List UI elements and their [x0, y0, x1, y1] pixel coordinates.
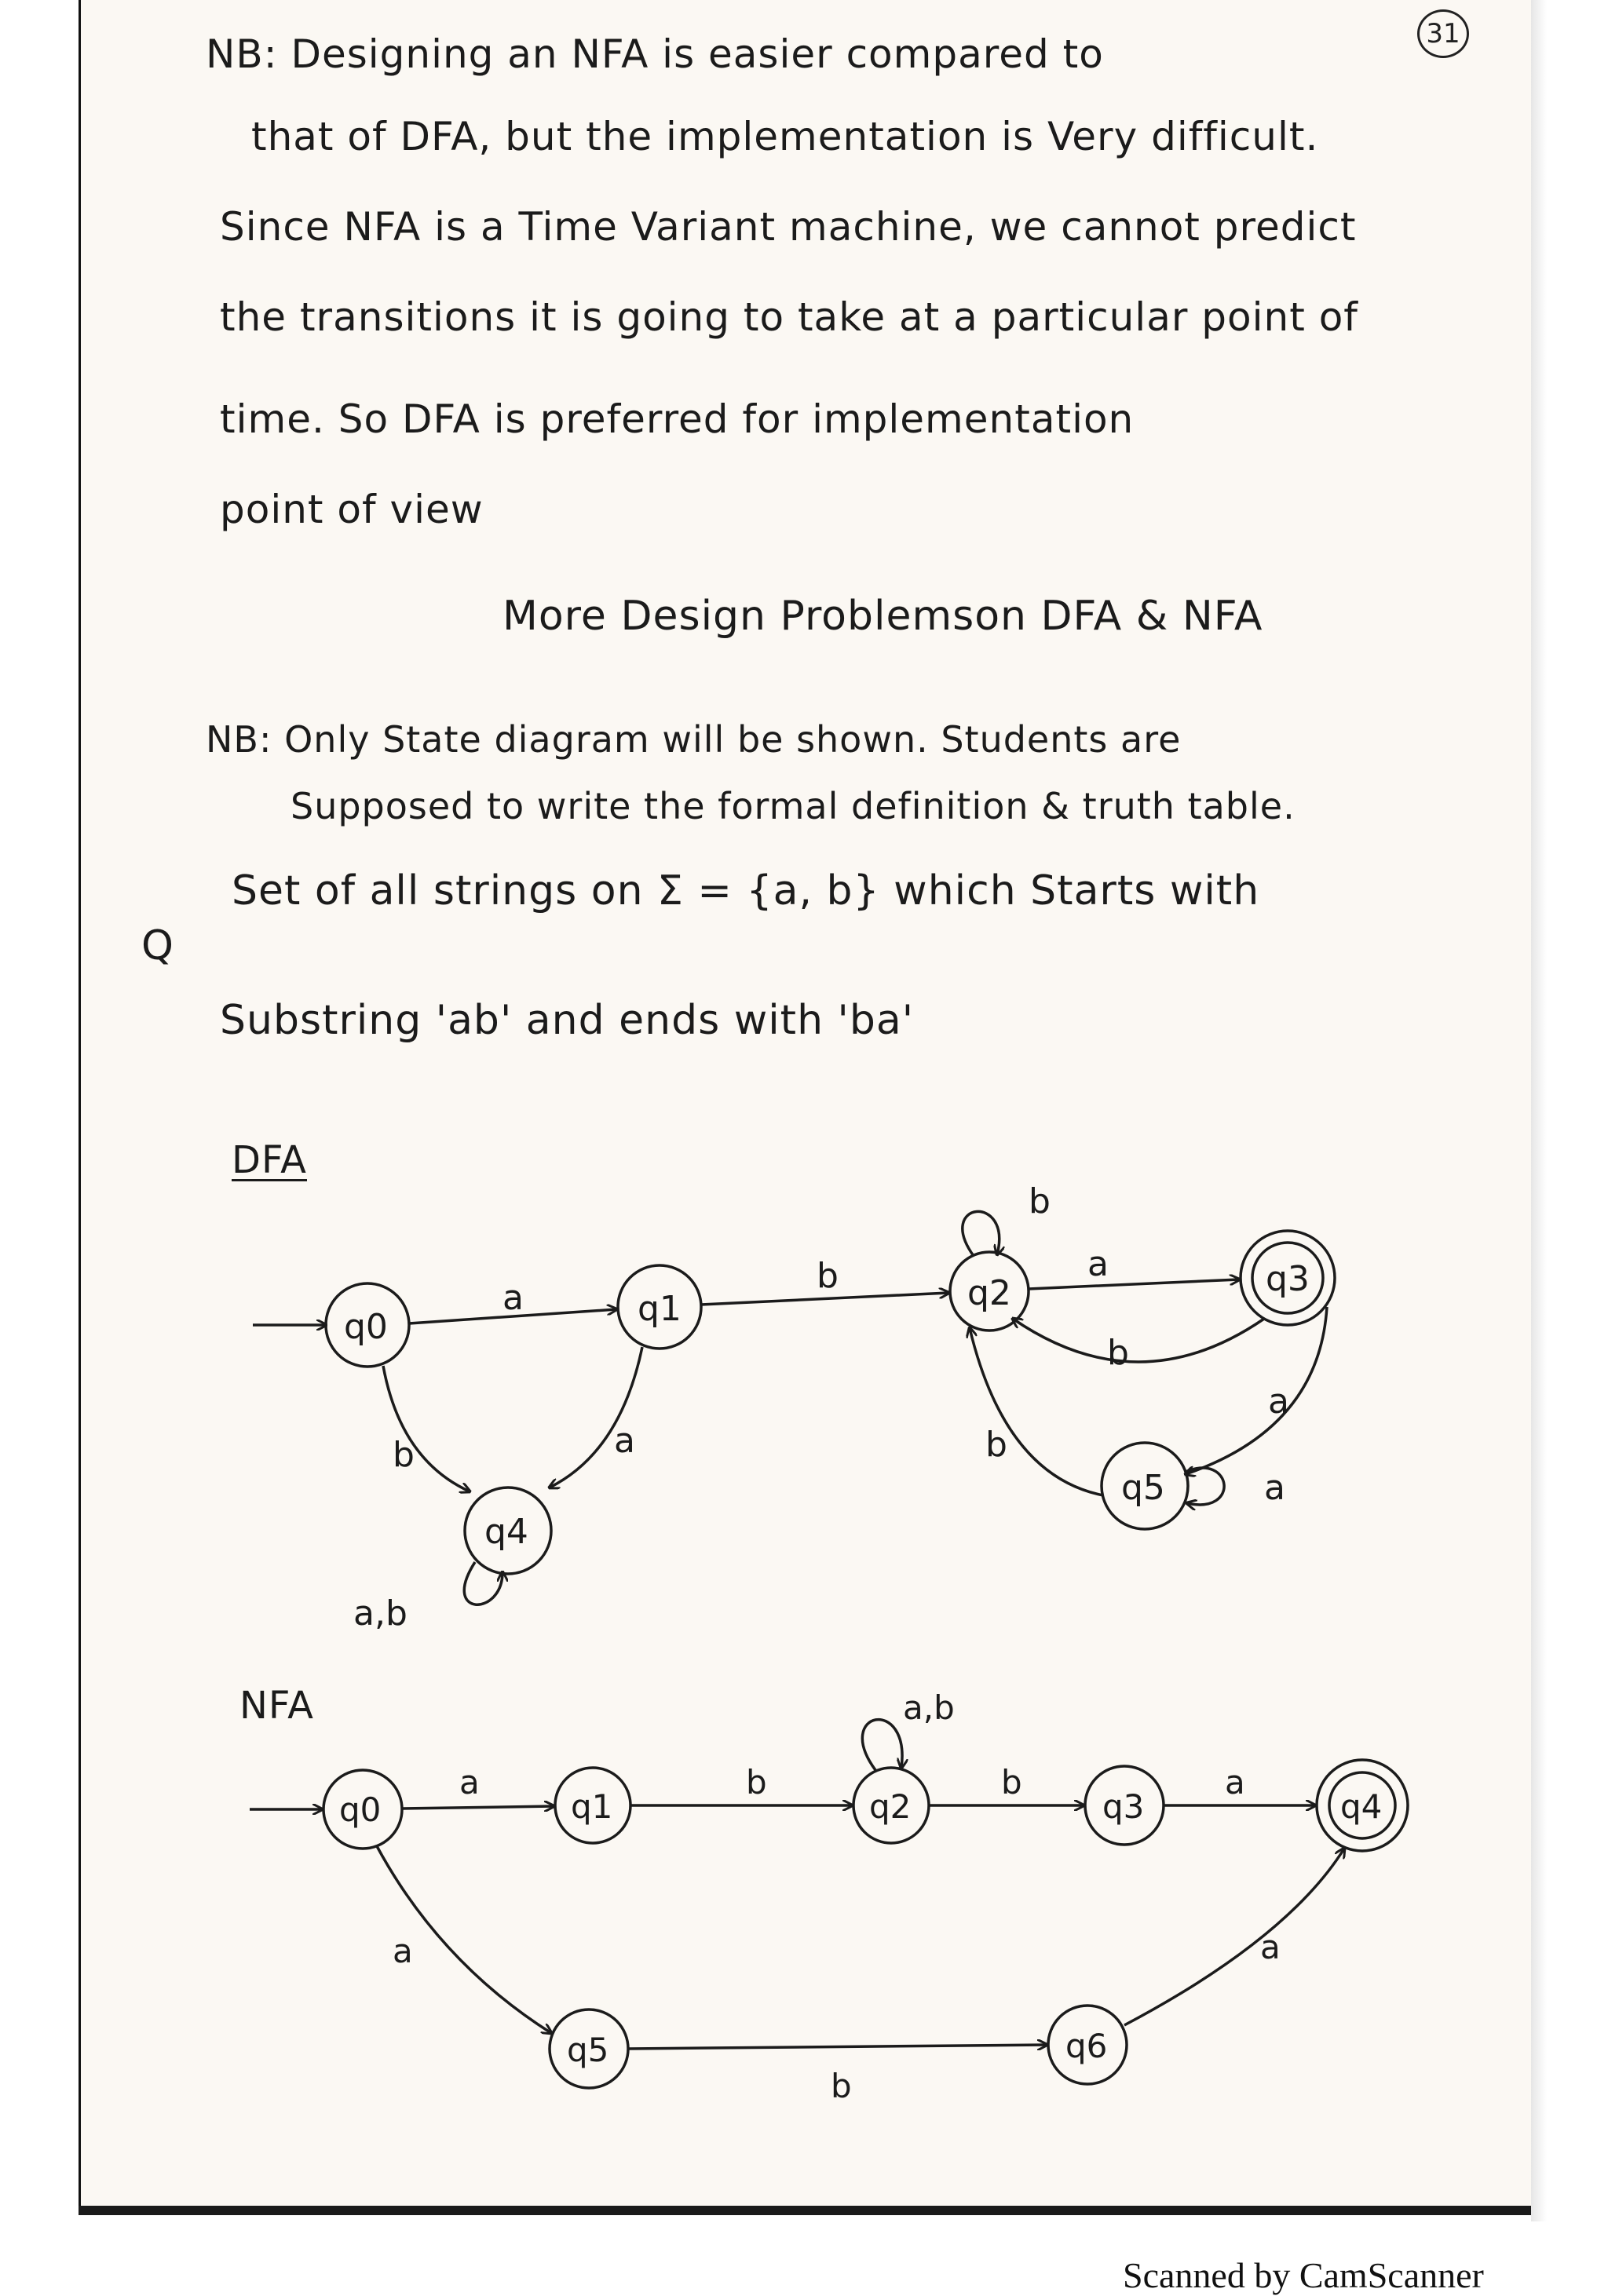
dfa-edge-label-q2-loop: b — [1029, 1181, 1051, 1221]
question-marker: Q — [141, 922, 174, 969]
note1-line-3: Since NFA is a Time Variant machine, we cannot predict — [220, 204, 1357, 250]
nfa-loop-q2 — [862, 1720, 902, 1770]
dfa-edge-label-q5-q2: b — [985, 1425, 1007, 1465]
dfa-q1-label: q1 — [638, 1289, 682, 1329]
question-line-1: Set of all strings on Σ = {a, b} which Starts with — [232, 867, 1260, 914]
nfa-edge-label-q0-q5: a — [393, 1932, 413, 1970]
nfa-edge-label-q5-q6: b — [831, 2067, 852, 2105]
nfa-label: NFA — [239, 1684, 314, 1728]
nfa-edge-q0-q1 — [402, 1806, 554, 1809]
nfa-q4-label: q4 — [1340, 1787, 1383, 1826]
dfa-edge-label-q0-q4: b — [393, 1435, 415, 1475]
note1-line-5: time. So DFA is preferred for implementation — [220, 396, 1135, 442]
dfa-edge-label-q3-q2: b — [1107, 1333, 1129, 1373]
dfa-edge-label-q2-q3: a — [1087, 1244, 1109, 1284]
scanner-footer: Scanned by CamScanner — [1123, 2255, 1484, 2295]
note1-line-6: point of view — [220, 487, 484, 532]
note1-line-4: the transitions it is going to take at a particular point of — [220, 294, 1358, 340]
nfa-edge-label-q6-q4: a — [1260, 1928, 1281, 1966]
note1-line-1: NB: Designing an NFA is easier compared to — [206, 31, 1104, 77]
dfa-edge-label-q3-q5: a — [1268, 1382, 1289, 1422]
nfa-edge-label-q2-loop: a,b — [903, 1688, 955, 1727]
nfa-q3-label: q3 — [1102, 1787, 1145, 1826]
dfa-q0-label: q0 — [344, 1307, 388, 1347]
dfa-q3-label: q3 — [1266, 1259, 1310, 1299]
dfa-label: DFA — [232, 1138, 307, 1182]
nfa-q5-label: q5 — [567, 2031, 609, 2069]
nfa-edge-label-q3-q4: a — [1225, 1763, 1245, 1801]
nfa-q6-label: q6 — [1065, 2027, 1108, 2065]
dfa-edge-label-q1-q4: a — [614, 1421, 635, 1461]
dfa-edge-label-q5-loop: a — [1264, 1468, 1285, 1508]
dfa-q5-label: q5 — [1121, 1468, 1165, 1508]
dfa-edge-label-q1-q2: b — [817, 1256, 839, 1296]
question-line-2: Substring 'ab' and ends with 'ba' — [220, 997, 915, 1044]
nfa-edge-label-q0-q1: a — [459, 1763, 480, 1801]
note1-line-2: that of DFA, but the implementation is Very difficult. — [251, 114, 1319, 159]
nfa-q0-label: q0 — [339, 1790, 382, 1829]
dfa-q4-label: q4 — [484, 1512, 528, 1552]
dfa-edge-label-q0-q1: a — [502, 1278, 524, 1318]
nfa-q1-label: q1 — [571, 1787, 613, 1826]
note2-line-1: NB: Only State diagram will be shown. Students are — [206, 718, 1182, 761]
nfa-edge-label-q2-q3: b — [1001, 1763, 1022, 1801]
nfa-q2-label: q2 — [869, 1787, 912, 1826]
dfa-edge-label-q4-loop: a,b — [353, 1593, 407, 1633]
nfa-edge-label-q1-q2: b — [746, 1763, 767, 1801]
nfa-edge-q5-q6 — [628, 2045, 1047, 2049]
section-title: More Design Problemson DFA & NFA — [502, 593, 1263, 640]
page-number: 31 — [1417, 9, 1469, 58]
note2-line-2: Supposed to write the formal definition & truth table. — [291, 785, 1296, 827]
nfa-edge-q6-q4 — [1124, 1849, 1344, 2025]
dfa-q2-label: q2 — [967, 1273, 1011, 1313]
